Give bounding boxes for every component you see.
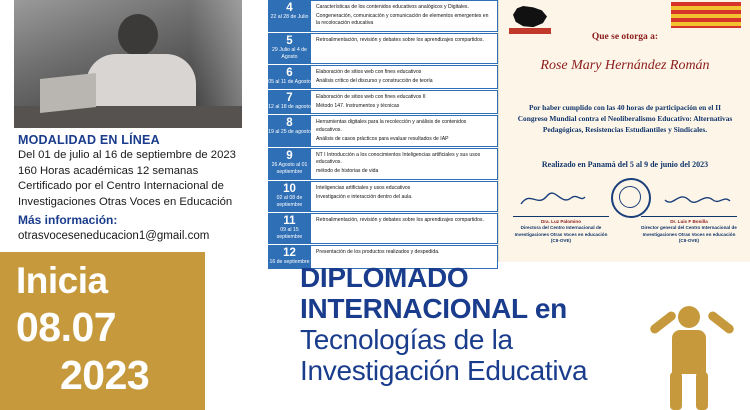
module-topic: Método 147. Instrumentos y técnicas <box>316 103 400 110</box>
module-topic: Retroalimentación, revisión y debates sobre los aprendizajes compartidos. <box>316 36 484 43</box>
mascot-leg-right <box>696 372 708 410</box>
module-content-cell <box>311 213 498 244</box>
module-topic: Elaboración de sitios web con fines educativos II <box>316 94 426 101</box>
module-number: 9 <box>286 150 293 163</box>
person-head <box>118 14 158 56</box>
table-row <box>268 33 498 65</box>
start-year: 2023 <box>60 352 150 398</box>
module-number: 10 <box>283 182 296 195</box>
bull-shape <box>513 6 547 28</box>
signature-block-left <box>513 216 609 245</box>
module-number-cell <box>268 181 311 212</box>
course-info-hours: 160 Horas académicas 12 semanas <box>18 164 199 177</box>
module-number-cell <box>268 65 311 89</box>
table-row <box>268 0 498 33</box>
title-line-4: Investigación Educativa <box>300 355 588 386</box>
module-content-cell <box>311 181 498 212</box>
mascot-arm-left <box>648 310 677 336</box>
module-topic: Congeneración, comunicación y comunicación de elementos emergentes en la recolocación educativa <box>316 13 489 27</box>
module-number-cell <box>268 0 311 32</box>
mascot-arm-right <box>706 310 735 336</box>
course-info <box>18 148 262 210</box>
certificate-panel <box>498 0 750 262</box>
title-line-3: Tecnologías de la <box>300 324 513 355</box>
module-content-cell <box>311 90 498 114</box>
start-date-panel <box>0 252 205 410</box>
start-label: Inicia <box>16 260 108 301</box>
module-topic: NT I Introducción a los conocimientos Inteligencias artificiales y sus usos educativos. <box>316 152 481 166</box>
module-date: 19 al 25 de agosto <box>268 129 311 136</box>
official-seal-icon <box>611 178 651 218</box>
signature-icon <box>661 188 733 210</box>
module-number: 7 <box>286 92 293 105</box>
module-content-cell <box>311 65 498 89</box>
module-date: 16 de septiembre <box>269 258 310 265</box>
module-topic: Características de los contenidos educativos analógicos y Digitales. <box>316 4 469 10</box>
table-row <box>268 65 498 90</box>
modality-label: MODALIDAD EN LÍNEA <box>18 133 160 147</box>
module-date: 02 al 08 de septiembre <box>276 194 303 208</box>
table-row <box>268 90 498 115</box>
module-topic: Análisis crítico del discurso y construcción de teoría <box>316 77 433 84</box>
certificate-recipient-name: Rose Mary Hernández Román <box>540 58 710 73</box>
start-date: 08.07 <box>16 304 117 350</box>
module-number-cell <box>268 213 311 244</box>
module-number: 11 <box>283 214 296 227</box>
signer-title: Directora del Centro Internacional de Investigaciones Otras Voces en educación (CII-OVE) <box>514 225 608 244</box>
flag-banner-icon <box>671 2 741 28</box>
module-number-cell <box>268 90 311 114</box>
module-content-cell <box>311 0 498 32</box>
certificate-awarded-to-label: Que se otorga a: <box>591 32 659 42</box>
module-number: 4 <box>286 2 293 14</box>
table-row <box>268 181 498 213</box>
bull-logo-icon <box>507 2 555 36</box>
more-info-label: Más información: <box>18 213 118 227</box>
module-number: 6 <box>286 66 293 79</box>
module-number: 5 <box>286 34 293 47</box>
module-content-cell <box>311 33 498 64</box>
mascot-leg-left <box>670 372 682 410</box>
module-content-cell <box>311 148 498 180</box>
left-column <box>0 0 268 410</box>
course-info-cert-2: Investigaciones Otras Voces en Educación <box>18 195 233 208</box>
module-topic: Investigación e interacción dentro del aula. <box>316 193 413 200</box>
title-line-1: DIPLOMADO <box>300 262 469 293</box>
mascot-torso <box>672 330 706 374</box>
signer-name: Dra. Luz Palomino <box>540 219 582 224</box>
module-topic: Retroalimentación, revisión y debates sobre los aprendizajes compartidos. <box>316 216 484 223</box>
signature-block-right <box>641 216 737 245</box>
module-date: 05 al 11 de Agosto <box>268 78 311 85</box>
certificate-body-text: Por haber cumplido con las 40 horas de participación en el II Congreso Mundial contra el Neoliberalismo Educativo: Alternativas Pedagógicas, Resistencias Estudiantiles y Sindicales. <box>517 103 733 134</box>
module-content-cell <box>311 115 498 147</box>
module-topic: Inteligencias artificiales y usos educativos <box>316 184 411 191</box>
mascot-figure-icon <box>644 300 740 410</box>
workspace-photo <box>14 0 242 128</box>
course-info-cert-1: Certificado por el Centro Internacional de <box>18 180 224 192</box>
module-number-cell <box>268 115 311 147</box>
module-number-cell <box>268 148 311 180</box>
module-number-cell <box>268 33 311 64</box>
table-row <box>268 148 498 181</box>
course-info-dates: Del 01 de julio al 16 de septiembre de 2023 <box>18 149 236 161</box>
signature-icon <box>517 188 589 210</box>
module-date: 26 Agosto al 01 septiembre <box>271 162 308 176</box>
module-topic: Elaboración de sitios web con fines educativos <box>316 68 422 75</box>
table-row <box>268 213 498 245</box>
module-topic: método de historias de vida <box>316 168 379 175</box>
module-topic: Herramientas digitales para la recolección y análisis de contenidos educativos. <box>316 119 467 133</box>
contact-email[interactable]: otrasvoceseneducacion1@gmail.com <box>18 230 210 242</box>
module-date: 29 Julio al 4 de Agosto <box>272 46 307 60</box>
signer-title: Director general del Centro Internacional de Investigaciones Otras Voces en educación (CII-OVE) <box>641 225 737 244</box>
module-topic: Presentación de los productos realizados y despedida. <box>316 248 440 255</box>
laptop-icon <box>40 73 96 113</box>
signer-name: Dr. Luis F Bonilla <box>670 219 708 224</box>
mascot-head <box>678 306 700 328</box>
title-line-2: INTERNACIONAL en <box>300 293 567 324</box>
more-info-block <box>18 212 262 244</box>
module-date: 22 al 28 de Julio <box>270 14 309 20</box>
module-date: 09 al 15 septiembre <box>276 226 303 240</box>
table-row <box>268 115 498 148</box>
module-number: 8 <box>286 117 293 130</box>
module-date: 12 al 18 de agosto <box>268 104 311 111</box>
module-number: 12 <box>283 246 296 259</box>
module-topic: Análisis de casos prácticos para evaluar resultados de IAP <box>316 135 449 142</box>
schedule-table <box>268 0 498 265</box>
certificate-place-date: Realizado en Panamá del 5 al 9 de junio del 2023 <box>541 160 709 169</box>
